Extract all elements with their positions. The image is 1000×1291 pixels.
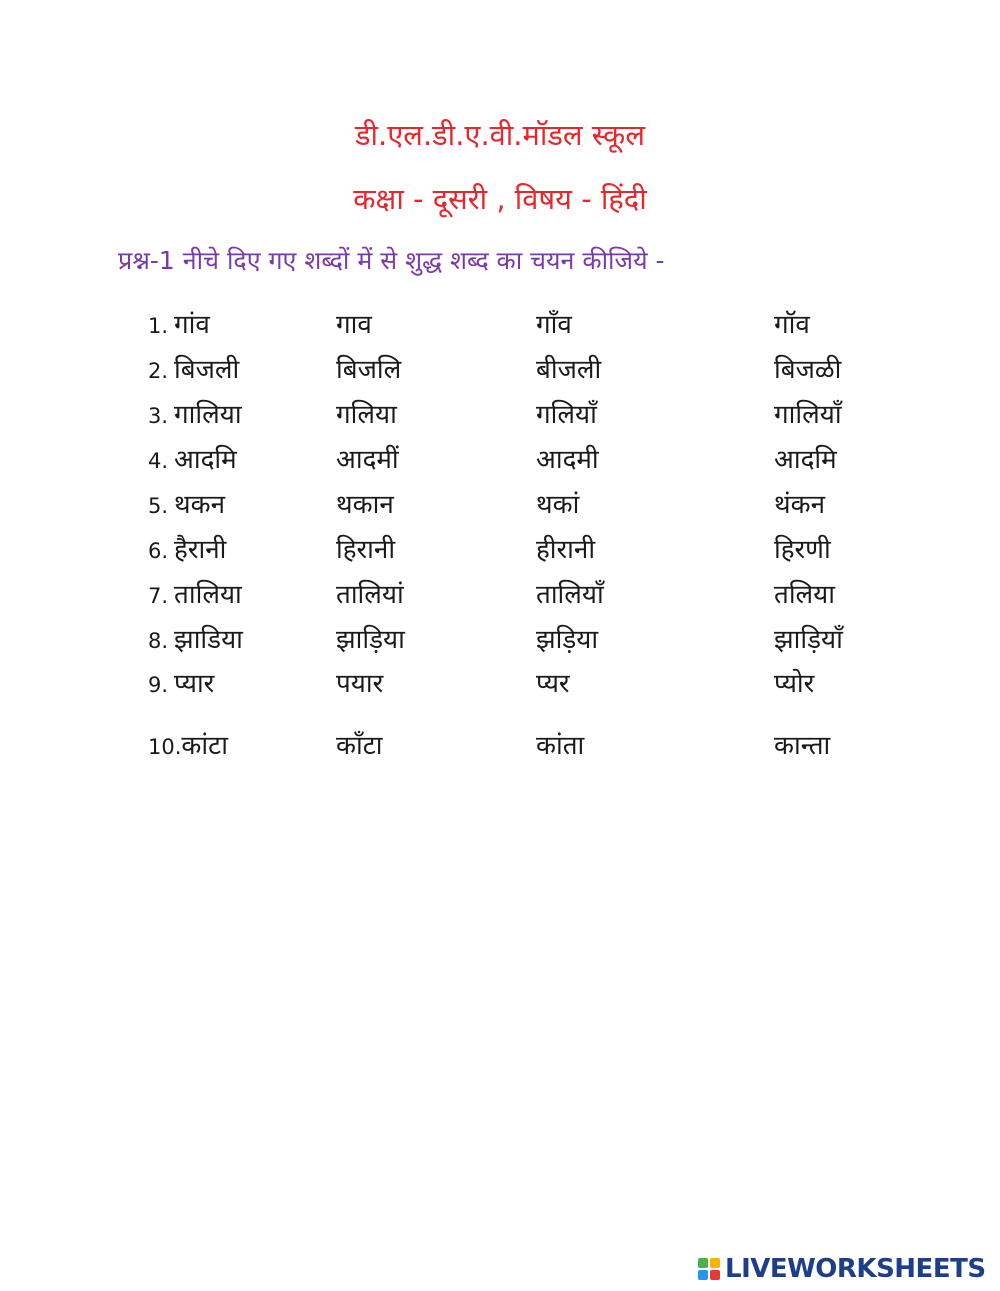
word-option[interactable]: गलिया: [336, 400, 397, 430]
word-option[interactable]: [148, 395, 242, 431]
word-row: [0, 530, 1000, 570]
item-number: 6.: [148, 539, 169, 563]
word-row: [0, 305, 1000, 345]
word-option[interactable]: आदमी: [536, 445, 599, 475]
question-text: प्रश्न-1 नीचे दिए गए शब्दों में से शुद्ध शब्द का चयन कीजिये -: [118, 246, 665, 275]
word-row: [0, 664, 1000, 704]
word-option[interactable]: [148, 620, 243, 656]
word-option[interactable]: [148, 726, 228, 762]
word-option[interactable]: गॉव: [774, 310, 810, 340]
word-row: [0, 575, 1000, 615]
item-number: 1.: [148, 314, 169, 338]
word-option[interactable]: झाड़िया: [336, 625, 405, 655]
word-option[interactable]: झाड़ियाँ: [774, 625, 843, 655]
word-option[interactable]: थकान: [336, 490, 394, 520]
word-option[interactable]: [148, 664, 214, 700]
word-option[interactable]: गालियाँ: [774, 400, 842, 430]
word-option[interactable]: हिरानी: [336, 535, 396, 565]
word-option[interactable]: गाव: [336, 310, 372, 340]
word-row: [0, 395, 1000, 435]
item-number: 9.: [148, 673, 169, 697]
item-number: 10.: [148, 735, 182, 759]
word-option[interactable]: प्योर: [774, 669, 815, 699]
word-option[interactable]: बिजलि: [336, 355, 402, 385]
logo-icon: [698, 1258, 720, 1280]
word-text: गालिया: [174, 400, 242, 430]
word-option[interactable]: पयार: [336, 669, 384, 699]
word-option[interactable]: कांता: [536, 731, 585, 761]
logo-square-l: [698, 1258, 708, 1268]
word-option[interactable]: [148, 575, 242, 611]
liveworksheets-logo: [698, 1254, 986, 1284]
word-text: प्यार: [174, 669, 215, 699]
word-option[interactable]: प्यर: [536, 669, 570, 699]
item-number: 5.: [148, 494, 169, 518]
word-row: [0, 620, 1000, 660]
word-option[interactable]: आदमि: [774, 445, 837, 475]
word-option[interactable]: [148, 485, 225, 521]
item-number: 8.: [148, 629, 169, 653]
word-option[interactable]: थंकन: [774, 490, 826, 520]
word-option[interactable]: गलियाँ: [536, 400, 597, 430]
word-row: [0, 485, 1000, 525]
word-option[interactable]: [148, 305, 210, 341]
word-option[interactable]: थकां: [536, 490, 580, 520]
word-option[interactable]: आदमीं: [336, 445, 399, 475]
word-option[interactable]: तालियाँ: [536, 580, 604, 610]
word-option[interactable]: हीरानी: [536, 535, 596, 565]
item-number: 4.: [148, 449, 169, 473]
word-option[interactable]: काँटा: [336, 731, 383, 761]
word-option[interactable]: झड़िया: [536, 625, 599, 655]
logo-square-i: [710, 1258, 720, 1268]
brand-text: LIVEWORKSHEETS: [725, 1254, 986, 1284]
item-number: 3.: [148, 404, 169, 428]
word-option[interactable]: कान्ता: [774, 731, 831, 761]
word-row: [0, 350, 1000, 390]
word-text: कांटा: [181, 731, 228, 761]
word-option[interactable]: बिजळी: [774, 355, 842, 385]
word-row: [0, 440, 1000, 480]
word-option[interactable]: [148, 530, 226, 566]
word-text: हैरानी: [174, 535, 227, 565]
word-option[interactable]: हिरणी: [774, 535, 831, 565]
word-text: गांव: [174, 310, 210, 340]
word-row: [0, 726, 1000, 766]
logo-square-v: [698, 1270, 708, 1280]
logo-square-e: [710, 1270, 720, 1280]
class-subject-line: कक्षा - दूसरी , विषय - हिंदी: [353, 182, 647, 216]
item-number: 7.: [148, 584, 169, 608]
word-text: तालिया: [174, 580, 242, 610]
word-option[interactable]: तालियां: [336, 580, 404, 610]
word-option[interactable]: बीजली: [536, 355, 602, 385]
word-option[interactable]: तलिया: [774, 580, 835, 610]
word-text: थकन: [174, 490, 226, 520]
item-number: 2.: [148, 359, 169, 383]
word-text: झाडिया: [174, 625, 243, 655]
word-text: बिजली: [174, 355, 240, 385]
word-option[interactable]: [148, 440, 237, 476]
word-option[interactable]: गाँव: [536, 310, 572, 340]
school-title: डी.एल.डी.ए.वी.मॉडल स्कूल: [355, 118, 645, 152]
word-text: आदमि: [174, 445, 237, 475]
word-option[interactable]: [148, 350, 239, 386]
